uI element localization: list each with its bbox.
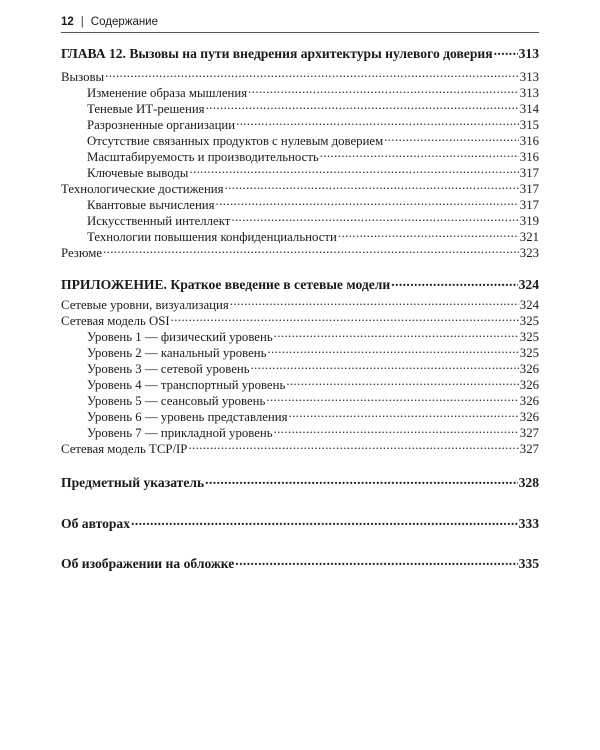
toc-entry-page: 325 — [519, 314, 539, 328]
dot-leader — [131, 513, 518, 528]
toc-entry-title: ПРИЛОЖЕНИЕ. Краткое введение в сетевые модели — [61, 277, 391, 292]
toc-entry-page: 323 — [519, 246, 539, 260]
dot-leader — [205, 472, 517, 487]
toc-entry-page: 313 — [519, 86, 539, 100]
toc-entry-title: Об изображении на обложке — [61, 556, 235, 571]
dot-leader — [248, 82, 519, 97]
toc-entry-page: 326 — [519, 378, 539, 392]
toc-entry-page: 316 — [519, 134, 539, 148]
toc-entry-page: 313 — [518, 46, 539, 61]
toc-entry-page: 326 — [519, 362, 539, 376]
dot-leader — [251, 358, 519, 373]
toc-entry-title: Искусственный интеллект — [87, 214, 231, 228]
dot-leader — [236, 114, 519, 129]
toc-entry-page: 316 — [519, 150, 539, 164]
toc-entry-page: 315 — [519, 118, 539, 132]
dot-leader — [231, 210, 518, 225]
toc-entry-page: 328 — [518, 475, 539, 490]
toc-entry-page: 326 — [519, 410, 539, 424]
toc-entry[interactable] — [61, 438, 539, 457]
toc-entry-title: Изменение образа мышления — [87, 86, 248, 100]
toc-entry-page: 321 — [519, 230, 539, 244]
toc-entry-title: Уровень 1 — физический уровень — [87, 330, 273, 344]
toc-entry-title: Предметный указатель — [61, 475, 205, 490]
toc-entry-page: 335 — [518, 556, 539, 571]
toc-entry-title: ГЛАВА 12. Вызовы на пути внедрения архитектуры нулевого доверия — [61, 46, 493, 61]
dot-leader — [338, 226, 519, 241]
toc-entry-title: Сетевая модель OSI — [61, 314, 170, 328]
toc-entry-title: Уровень 2 — канальный уровень — [87, 346, 267, 360]
toc-entry-page: 319 — [519, 214, 539, 228]
toc-entry-chapter-12[interactable] — [61, 43, 539, 61]
toc-entry-title: Уровень 5 — сеансовый уровень — [87, 394, 266, 408]
toc-entry-title: Сетевая модель TCP/IP — [61, 442, 188, 456]
dot-leader — [235, 553, 517, 568]
toc-entry-page: 327 — [519, 426, 539, 440]
header-separator: | — [80, 16, 84, 28]
dot-leader — [274, 326, 519, 341]
toc-entry-page: 325 — [519, 346, 539, 360]
toc-entry-page: 324 — [518, 277, 539, 292]
running-header — [61, 14, 539, 33]
toc-entry-title: Уровень 3 — сетевой уровень — [87, 362, 250, 376]
dot-leader — [286, 374, 518, 389]
toc-entry-title: Уровень 7 — прикладной уровень — [87, 426, 273, 440]
dot-leader — [225, 178, 519, 193]
toc-entry-page: 317 — [519, 198, 539, 212]
toc-entry-page: 333 — [518, 516, 539, 531]
toc-entry-index[interactable] — [61, 472, 539, 490]
toc-entry-title: Технологии повышения конфиденциальности — [87, 230, 337, 244]
dot-leader — [266, 390, 518, 405]
toc-entry-appendix[interactable] — [61, 274, 539, 292]
dot-leader — [288, 406, 518, 421]
dot-leader — [494, 43, 518, 58]
toc-entry-title: Квантовые вычисления — [87, 198, 215, 212]
toc-entry-title: Сетевые уровни, визуализация — [61, 298, 229, 312]
dot-leader — [384, 130, 519, 145]
dot-leader — [103, 242, 519, 257]
toc-entry-title: Уровень 4 — транспортный уровень — [87, 378, 286, 392]
dot-leader — [230, 294, 519, 309]
dot-leader — [274, 422, 519, 437]
header-section-title: Содержание — [90, 16, 159, 28]
dot-leader — [216, 194, 519, 209]
toc-entry-cover[interactable] — [61, 553, 539, 571]
toc-entry-page: 327 — [519, 442, 539, 456]
toc-entry[interactable] — [61, 242, 539, 261]
dot-leader — [206, 98, 519, 113]
toc-entry-title: Теневые ИТ-решения — [87, 102, 205, 116]
toc-entry-title: Уровень 6 — уровень представления — [87, 410, 288, 424]
toc-entry-title: Отсутствие связанных продуктов с нулевым доверием — [87, 134, 384, 148]
toc-entry-page: 324 — [519, 298, 539, 312]
dot-leader — [171, 310, 519, 325]
dot-leader — [188, 438, 518, 453]
dot-leader — [189, 162, 518, 177]
toc-entry-page: 326 — [519, 394, 539, 408]
toc-entry-title: Технологические достижения — [61, 182, 224, 196]
toc-entry-page: 325 — [519, 330, 539, 344]
toc-entry-title: Вызовы — [61, 70, 105, 84]
toc-entry-page: 317 — [519, 166, 539, 180]
page-number: 12 — [61, 16, 74, 28]
toc-entry-page: 317 — [519, 182, 539, 196]
dot-leader — [391, 274, 517, 289]
toc-entry-page: 313 — [519, 70, 539, 84]
toc-entry-title: Ключевые выводы — [87, 166, 189, 180]
toc-entry-title: Масштабируемость и производительность — [87, 150, 319, 164]
toc-entry-page: 314 — [519, 102, 539, 116]
toc-entry-title: Резюме — [61, 246, 103, 260]
toc-entry-title: Разрозненные организации — [87, 118, 236, 132]
dot-leader — [105, 66, 519, 81]
toc-entry-title: Об авторах — [61, 516, 131, 531]
dot-leader — [320, 146, 519, 161]
toc-entry-authors[interactable] — [61, 513, 539, 531]
dot-leader — [267, 342, 518, 357]
